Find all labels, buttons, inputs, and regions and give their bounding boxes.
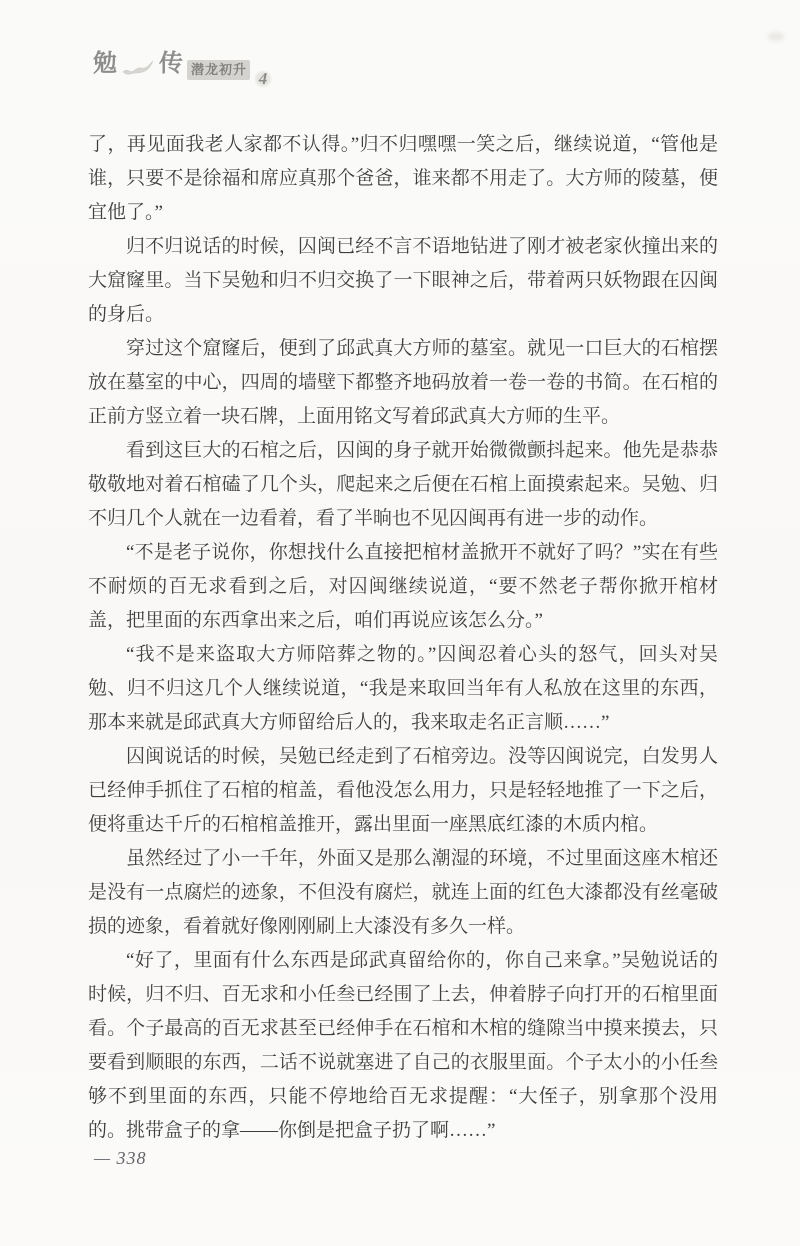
paragraph: “不是老子说你，你想找什么直接把棺材盖掀开不就好了吗？”实在有些不耐烦的百无求看到之后，对囚闽继续说道，“要不然老子帮你掀开棺材盖，把里面的东西拿出来之后，咱们再说应该怎么分。” bbox=[88, 542, 718, 631]
paragraph: “好了，里面有什么东西是邱武真留给你的，你自己来拿。”吴勉说话的时候，归不归、百无求和小任叁已经围了上去，伸着脖子向打开的石棺里面看。个子最高的百无求甚至已经伸手在石棺和木棺的缝隙当中摸来摸去，只要看到顺眼的东西，二话不说就塞进了自己的衣服里面。个子太小的小任叁够不到里面的东西，只能不停地给百无求提醒：“大侄子，别拿那个没用的。挑带盒子的拿——你倒是把盒子扔了啊……” bbox=[88, 950, 718, 1141]
paragraph: 虽然经过了小一千年，外面又是那么潮湿的环境，不过里面这座木棺还是没有一点腐烂的迹象，不但没有腐烂，就连上面的红色大漆都没有丝毫破损的迹象，看着就好像刚刚刷上大漆没有多久一样。 bbox=[88, 848, 718, 937]
book-title-char-left: 勉 bbox=[93, 51, 117, 77]
paragraph: 了，再见面我老人家都不认得。”归不归嘿嘿一笑之后，继续说道，“管他是谁，只要不是徐福和席应真那个爸爸，谁来都不用走了。大方师的陵墓，便宜他了。” bbox=[88, 134, 718, 223]
page-number: — 338 bbox=[94, 1148, 147, 1168]
paragraph: 囚闽说话的时候，吴勉已经走到了石棺旁边。没等囚闽说完，白发男人已经伸手抓住了石棺的棺盖，看他没怎么用力，只是轻轻地推了一下之后，便将重达千斤的石棺棺盖推开，露出里面一座黑底红漆的木质内棺。 bbox=[88, 746, 718, 835]
book-title-char-right: 传 bbox=[159, 51, 183, 77]
volume-number: 4 bbox=[254, 70, 272, 88]
book-header bbox=[93, 46, 272, 88]
paragraph: 归不归说话的时候，囚闽已经不言不语地钻进了刚才被老家伙撞出来的大窟窿里。当下吴勉和归不归交换了一下眼神之后，带着两只妖物跟在囚闽的身后。 bbox=[88, 236, 718, 325]
series-subtitle-badge: 潜龙初升 bbox=[187, 60, 250, 80]
dragon-flourish-icon bbox=[122, 60, 156, 81]
paragraph: 穿过这个窟窿后，便到了邱武真大方师的墓室。就见一口巨大的石棺摆放在墓室的中心，四周的墙壁下都整齐地码放着一卷一卷的书简。在石棺的正前方竖立着一块石牌，上面用铭文写着邱武真大方师的生平。 bbox=[88, 338, 718, 427]
paragraph: 看到这巨大的石棺之后，囚闽的身子就开始微微颤抖起来。他先是恭恭敬敬地对着石棺磕了几个头，爬起来之后便在石棺上面摸索起来。吴勉、归不归几个人就在一边看着，看了半晌也不见囚闽再有进一步的动作。 bbox=[88, 440, 718, 529]
paragraph: “我不是来盗取大方师陪葬之物的。”囚闽忍着心头的怒气，回头对吴勉、归不归这几个人继续说道，“我是来取回当年有人私放在这里的东西，那本来就是邱武真大方师留给后人的，我来取走名正言顺……” bbox=[88, 644, 718, 733]
page-text bbox=[88, 128, 718, 1148]
scan-smudge bbox=[768, 32, 784, 41]
